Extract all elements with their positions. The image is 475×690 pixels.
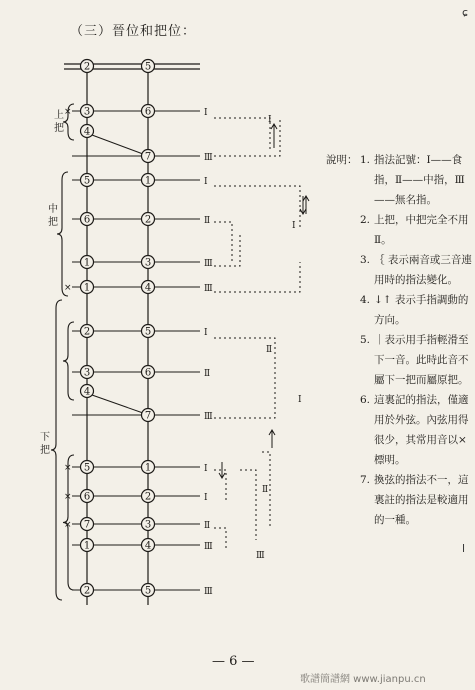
svg-text:上: 上 bbox=[54, 110, 64, 121]
finger-mark: Ⅲ bbox=[204, 587, 213, 597]
svg-text:6: 6 bbox=[83, 214, 91, 226]
note-circle-right bbox=[142, 150, 155, 163]
brace-lower bbox=[51, 300, 62, 600]
right-finger-mark: I bbox=[268, 115, 272, 125]
note-circle-left bbox=[81, 385, 94, 398]
note-3: 3. ｛ 表示兩音或三音連用時的指法變化。 bbox=[360, 254, 472, 286]
note-circle-right bbox=[142, 256, 155, 269]
svg-text:7: 7 bbox=[144, 410, 152, 422]
slide-line-upper bbox=[92, 135, 143, 154]
dotted-path-3 bbox=[214, 186, 300, 228]
finger-mark: Ⅲ bbox=[204, 284, 213, 294]
common-note-mark: × bbox=[64, 283, 72, 293]
dotted-path-1 bbox=[214, 118, 270, 150]
finger-mark: I bbox=[204, 328, 208, 338]
svg-text:2: 2 bbox=[83, 61, 91, 73]
label-middle-position bbox=[48, 202, 58, 228]
note-circle-right bbox=[142, 105, 155, 118]
right-finger-mark: Ⅱ bbox=[266, 345, 273, 355]
note-circle-right bbox=[142, 461, 155, 474]
note-7: 7. 換弦的指法不一，這裏註的指法是較適用的一種。 bbox=[360, 474, 469, 526]
edge-mark-top: ɕ bbox=[462, 6, 469, 19]
note-circle-right bbox=[142, 584, 155, 597]
svg-text:4: 4 bbox=[83, 386, 91, 398]
right-finger-mark: I bbox=[298, 395, 302, 405]
svg-text:4: 4 bbox=[144, 540, 152, 552]
note-circle-left bbox=[81, 366, 94, 379]
svg-text:6: 6 bbox=[144, 106, 152, 118]
note-circle-right bbox=[142, 213, 155, 226]
finger-mark: Ⅱ bbox=[204, 521, 211, 531]
note-6: 6. 這裏記的指法，僅適用於外弦。內弦用得很少，其常用音以×標明。 bbox=[360, 394, 469, 466]
common-note-mark: × bbox=[64, 463, 72, 473]
dotted-path-6 bbox=[214, 262, 300, 292]
note-4: 4. ↓↑ 表示手指調動的方向。 bbox=[360, 294, 469, 326]
svg-text:1: 1 bbox=[144, 462, 152, 474]
svg-text:7: 7 bbox=[83, 519, 91, 531]
svg-text:3: 3 bbox=[83, 106, 91, 118]
svg-text:5: 5 bbox=[144, 61, 152, 73]
edge-mark-bottom: ꞁ bbox=[462, 540, 466, 553]
svg-text:2: 2 bbox=[144, 491, 152, 503]
finger-mark: Ⅲ bbox=[204, 542, 213, 552]
note-circle-right bbox=[142, 409, 155, 422]
note-circle-right bbox=[142, 325, 155, 338]
finger-mark: Ⅲ bbox=[204, 153, 213, 163]
finger-mark: I bbox=[204, 177, 208, 187]
note-circle-right bbox=[142, 174, 155, 187]
note-circle-top-1 bbox=[81, 60, 94, 73]
svg-text:6: 6 bbox=[144, 367, 152, 379]
page-number: — 6 — bbox=[212, 654, 255, 669]
note-circle-left bbox=[81, 539, 94, 552]
finger-mark: Ⅱ bbox=[204, 369, 211, 379]
explanation-notes bbox=[326, 150, 472, 530]
dotted-path-5 bbox=[214, 232, 240, 266]
note-circle-right bbox=[142, 366, 155, 379]
finger-mark: I bbox=[204, 464, 208, 474]
svg-text:3: 3 bbox=[144, 257, 152, 269]
note-circle-left bbox=[81, 518, 94, 531]
label-upper-position bbox=[54, 108, 64, 134]
note-circle-left bbox=[81, 256, 94, 269]
note-circle-left bbox=[81, 213, 94, 226]
svg-text:把: 把 bbox=[40, 445, 50, 456]
note-5: 5. ｜表示用手指輕滑至下一音。此時此音不屬下一把而屬原把。 bbox=[360, 334, 469, 386]
svg-text:把: 把 bbox=[48, 217, 58, 228]
svg-text:4: 4 bbox=[83, 126, 91, 138]
svg-text:5: 5 bbox=[83, 175, 91, 187]
note-circle-right bbox=[142, 518, 155, 531]
note-circle-top-2 bbox=[142, 60, 155, 73]
note-circle-left bbox=[81, 490, 94, 503]
notes-heading: 說明： bbox=[326, 154, 358, 166]
note-1: 1. 指法記號：Ⅰ——食指，Ⅱ——中指，Ⅲ——無名指。 bbox=[360, 154, 465, 206]
svg-text:2: 2 bbox=[83, 585, 91, 597]
section-title: （三）晉位和把位： bbox=[70, 24, 197, 39]
svg-text:1: 1 bbox=[83, 540, 91, 552]
svg-text:中: 中 bbox=[48, 204, 58, 215]
note-circle-left bbox=[81, 174, 94, 187]
svg-text:1: 1 bbox=[83, 257, 91, 269]
svg-text:1: 1 bbox=[83, 282, 91, 294]
svg-text:2: 2 bbox=[83, 326, 91, 338]
svg-text:3: 3 bbox=[144, 519, 152, 531]
finger-mark: Ⅱ bbox=[204, 216, 211, 226]
site-watermark: 歌譜簡譜網 www.jianpu.cn bbox=[300, 674, 426, 685]
svg-text:7: 7 bbox=[144, 151, 152, 163]
svg-text:把: 把 bbox=[54, 123, 64, 134]
dotted-path-10 bbox=[240, 470, 256, 540]
svg-text:2: 2 bbox=[144, 214, 152, 226]
common-note-mark: × bbox=[64, 107, 72, 117]
svg-text:5: 5 bbox=[83, 462, 91, 474]
slide-line-lower bbox=[92, 395, 143, 413]
note-circle-left bbox=[81, 325, 94, 338]
note-circle-left bbox=[81, 281, 94, 294]
brace-middle bbox=[57, 172, 68, 296]
right-finger-mark: I bbox=[292, 221, 296, 231]
dotted-path-7 bbox=[214, 338, 275, 372]
note-circle-right bbox=[142, 281, 155, 294]
svg-text:6: 6 bbox=[83, 491, 91, 503]
svg-text:1: 1 bbox=[144, 175, 152, 187]
label-lower-position bbox=[40, 431, 50, 456]
svg-text:5: 5 bbox=[144, 585, 152, 597]
note-2: 2. 上把，中把完全不用Ⅱ。 bbox=[360, 214, 469, 246]
note-circle-left bbox=[81, 461, 94, 474]
brace-lower-a bbox=[63, 322, 74, 400]
note-circle-left bbox=[81, 105, 94, 118]
svg-text:3: 3 bbox=[83, 367, 91, 379]
note-circle-left bbox=[81, 584, 94, 597]
dotted-path-4 bbox=[214, 222, 232, 262]
finger-mark: I bbox=[204, 493, 208, 503]
right-finger-mark: Ⅱ bbox=[262, 485, 269, 495]
finger-mark: Ⅲ bbox=[204, 412, 213, 422]
common-note-mark: × bbox=[64, 492, 72, 502]
note-circle-right bbox=[142, 539, 155, 552]
right-finger-mark: Ⅲ bbox=[256, 551, 265, 561]
finger-mark: Ⅲ bbox=[204, 259, 213, 269]
dotted-path-11 bbox=[214, 528, 226, 548]
note-circle-left bbox=[81, 125, 94, 138]
common-note-mark: × bbox=[64, 520, 72, 530]
note-circle-right bbox=[142, 490, 155, 503]
svg-text:下: 下 bbox=[40, 432, 50, 443]
finger-mark: I bbox=[204, 108, 208, 118]
dotted-path-8 bbox=[214, 372, 275, 418]
svg-text:4: 4 bbox=[144, 282, 152, 294]
svg-text:5: 5 bbox=[144, 326, 152, 338]
